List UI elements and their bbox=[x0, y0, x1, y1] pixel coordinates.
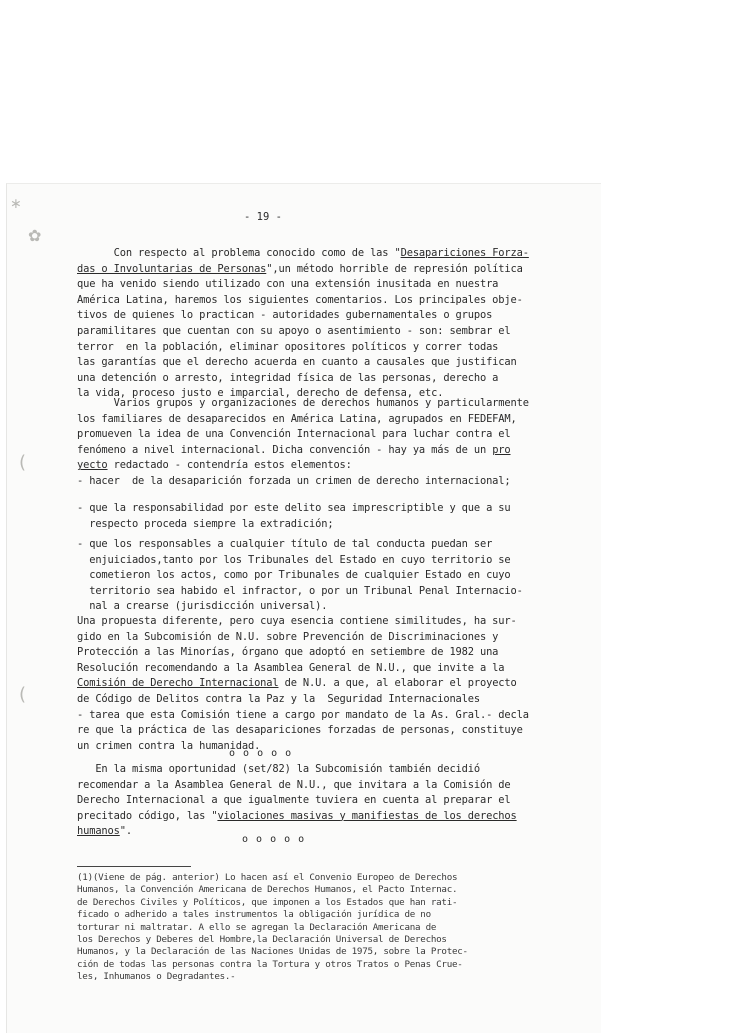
footnote-line: torturar ni maltratar. A ello se agregan la Declaración Americana de bbox=[77, 921, 437, 933]
text-run: precitado código, las " bbox=[77, 809, 218, 822]
text-run: re que la práctica de las desapariciones forzadas de personas, constituye bbox=[77, 724, 523, 737]
underlined-text: das o Involuntarias de Personas bbox=[77, 262, 267, 275]
text-line bbox=[77, 293, 523, 309]
text-run: las garantías que el derecho acuerda en cuanto a causales que justifican bbox=[77, 356, 517, 369]
text-run: paramilitares que cuentan con su apoyo o asentimiento - son: sembrar el bbox=[77, 325, 511, 337]
text-line bbox=[77, 427, 511, 443]
bullet-item-line: territorio sea habido el infractor, o por un Tribunal Penal Internacio- bbox=[77, 584, 523, 597]
footnote-line: Humanos, la Convención Americana de Derechos Humanos, el Pacto Internac. bbox=[77, 884, 458, 896]
text-line bbox=[77, 340, 498, 356]
text-run: Derecho Internacional a que igualmente tuviera en cuenta al preparar el bbox=[77, 794, 511, 807]
text-run: gido en la Subcomisión de N.U. sobre Prevención de Discriminaciones y bbox=[77, 630, 499, 643]
underlined-text: pro bbox=[492, 443, 511, 456]
text-line bbox=[77, 262, 523, 278]
text-line bbox=[77, 630, 498, 646]
text-run: una detención o arresto, integridad física de las personas, derecho a bbox=[77, 371, 499, 384]
separator-dots: o o o o o bbox=[242, 834, 306, 845]
footnote-line: ficado o adherido a tales instrumentos la obligación jurídica de no bbox=[77, 909, 431, 921]
punch-hole: ( bbox=[19, 452, 27, 473]
bullet-item-line: cometieron los actos, como por Tribunales de cualquier Estado en cuyo bbox=[77, 569, 511, 582]
text-run: ",un método horrible de represión política bbox=[266, 262, 523, 275]
text-run: tivos de quienes lo practican - autoridades gubernamentales o grupos bbox=[77, 309, 493, 322]
text-line bbox=[77, 645, 498, 661]
footnote-line: Humanos, y la Declaración de las Naciones Unidas de 1975, sobre la Protec- bbox=[77, 946, 468, 958]
text-line bbox=[77, 661, 504, 677]
scan-speck: ∗ bbox=[10, 196, 22, 212]
footnote-line: les, Inhumanos o Degradantes.- bbox=[77, 971, 236, 983]
bullet-item-line: enjuiciados,tanto por los Tribunales del Estado en cuyo territorio se bbox=[77, 553, 511, 566]
text-line bbox=[77, 762, 480, 778]
text-run: Con respecto al problema conocido como de las " bbox=[77, 247, 401, 259]
footnote-line: (1)(Viene de pág. anterior) Lo hacen así el Convenio Europeo de Derechos bbox=[77, 872, 458, 883]
text-run: terror en la población, eliminar opositores políticos y correr todas bbox=[77, 340, 499, 353]
text-run: un crimen contra la humanidad. bbox=[77, 739, 261, 752]
text-line bbox=[77, 708, 529, 724]
text-run: Varios grupos y organizaciones de derechos humanos y particularmente bbox=[77, 397, 529, 409]
text-run: los familiares de desaparecidos en América Latina, agrupados en FEDEFAM, bbox=[77, 412, 517, 425]
underlined-text: humanos bbox=[77, 825, 120, 838]
underlined-text: Desapariciones Forza- bbox=[400, 247, 529, 259]
text-line bbox=[77, 614, 517, 630]
footnote-line: de Derechos Civiles y Políticos, que imponen a los Estados que han rati- bbox=[77, 896, 458, 908]
text-line bbox=[77, 443, 511, 459]
bullet-item-line: - hacer de la desaparición forzada un crimen de derecho internacional; bbox=[77, 475, 511, 487]
footnote-line: los Derechos y Deberes del Hombre,la Declaración Universal de Derechos bbox=[77, 934, 447, 945]
punch-hole: ( bbox=[19, 684, 27, 705]
text-run: fenómeno a nivel internacional. Dicha convención - hay ya más de un bbox=[77, 443, 493, 456]
footnote-rule bbox=[77, 866, 191, 867]
text-run: la vida, proceso justo e imparcial, derecho de defensa, etc. bbox=[77, 387, 444, 400]
text-line bbox=[77, 723, 523, 739]
text-run: - tarea que esta Comisión tiene a cargo por mandato de la As. Gral.- decla bbox=[77, 708, 529, 721]
text-line bbox=[77, 809, 517, 825]
text-line bbox=[77, 412, 517, 428]
text-run: de Código de Delitos contra la Paz y la Seguridad Internacionales bbox=[77, 693, 480, 705]
footnote-line: ción de todas las personas contra la Tortura y otros Tratos o Penas Crue- bbox=[77, 958, 463, 970]
text-run: Una propuesta diferente, pero cuya esencia contiene similitudes, ha sur- bbox=[77, 615, 517, 627]
text-line bbox=[77, 692, 480, 708]
separator-dots: o o o o o bbox=[229, 748, 293, 759]
bullet-item-line: - que los responsables a cualquier título de tal conducta puedan ser bbox=[77, 538, 493, 550]
text-line bbox=[77, 277, 498, 293]
text-run: que ha venido siendo utilizado con una extensión inusitada en nuestra bbox=[77, 278, 499, 291]
text-line bbox=[77, 676, 517, 692]
text-run: En la misma oportunidad (set/82) la Subcomisión también decidió bbox=[77, 763, 480, 775]
text-line bbox=[77, 458, 352, 474]
underlined-text: yecto bbox=[77, 459, 108, 472]
page-number: - 19 - bbox=[244, 211, 282, 223]
text-run: promueven la idea de una Convención Internacional para luchar contra el bbox=[77, 428, 511, 441]
text-line bbox=[77, 308, 492, 324]
underlined-text: Comisión de Derecho Internacional bbox=[77, 677, 279, 690]
scan-speck: ✿ bbox=[28, 226, 42, 245]
bullet-item-line: nal a crearse (jurisdicción universal). bbox=[77, 600, 328, 613]
text-run: recomendar a la Asamblea General de N.U., que invitara a la Comisión de bbox=[77, 778, 511, 791]
text-run: ". bbox=[119, 825, 132, 838]
text-line bbox=[77, 324, 511, 340]
underlined-text: violaciones masivas y manifiestas de los derechos bbox=[217, 809, 517, 822]
text-line bbox=[77, 396, 529, 412]
text-run: Resolución recomendando a la Asamblea General de N.U., que invite a la bbox=[77, 661, 505, 674]
bullet-item-line: respecto proceda siempre la extradición; bbox=[77, 517, 334, 530]
text-run: Protección a las Minorías, órgano que adoptó en setiembre de 1982 una bbox=[77, 646, 499, 659]
text-run: de N.U. a que, al elaborar el proyecto bbox=[278, 677, 517, 690]
text-line bbox=[77, 778, 511, 794]
text-line bbox=[77, 824, 132, 840]
text-line bbox=[77, 793, 511, 809]
text-line bbox=[77, 355, 517, 371]
text-line bbox=[77, 246, 529, 262]
bullet-item-line: - que la responsabilidad por este delito sea imprescriptible y que a su bbox=[77, 502, 511, 514]
text-line bbox=[77, 371, 498, 387]
text-run: redactado - contendría estos elementos: bbox=[107, 459, 352, 472]
text-run: América Latina, haremos los siguientes comentarios. Los principales obje- bbox=[77, 293, 523, 306]
